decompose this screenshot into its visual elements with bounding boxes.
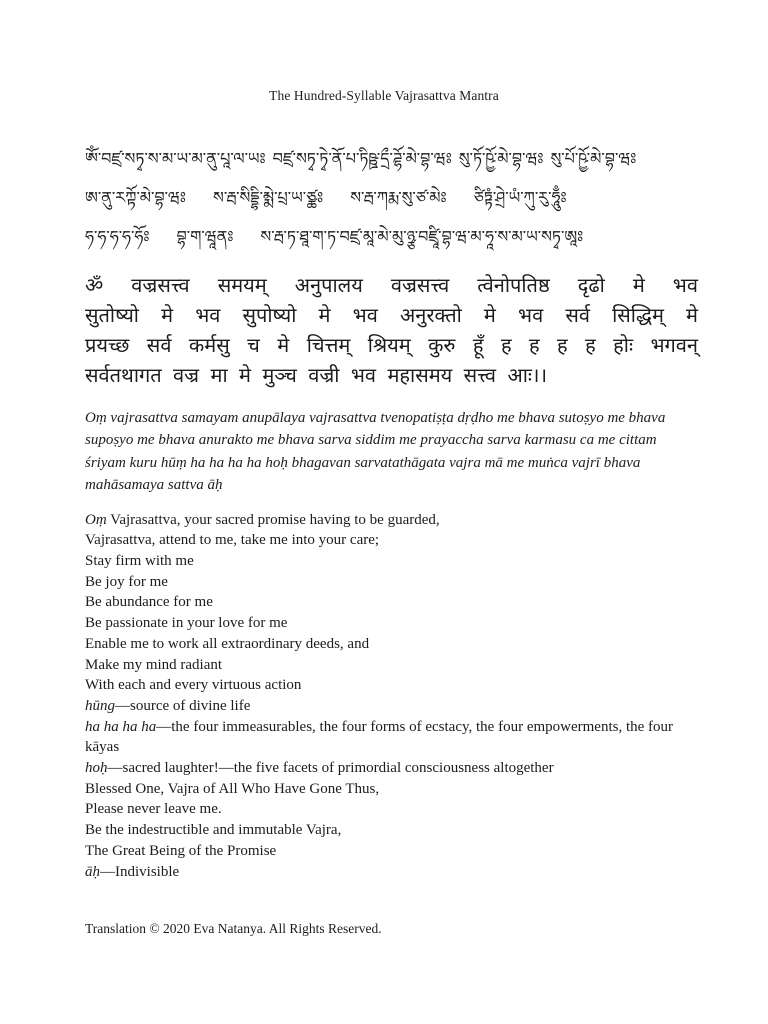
translation-segment: The Great Being of the Promise — [85, 842, 277, 859]
devanagari-mantra-block — [85, 271, 698, 391]
transliteration-block — [85, 407, 698, 497]
translation-segment: Make my mind radiant — [85, 656, 223, 673]
transliteration-line: mahāsamaya sattva āḥ — [85, 477, 223, 494]
translation-segment: āḥ — [85, 863, 100, 880]
translation-segment: Vajrasattva, your sacred promise having to be guarded, — [106, 511, 440, 528]
transliteration-line: supoṣyo me bhava anurakto me bhava sarva siddim me prayaccha sarva karmasu ca me cittam — [85, 432, 657, 449]
tibetan-phrase: ཧ་ཧ་ཧ་ཧ་ཧོཿ — [85, 229, 150, 246]
tibetan-line — [85, 218, 698, 257]
translation-line — [85, 841, 698, 862]
tibetan-phrase: ས་རྦ་ཀརྨ་སུ་ཙ་མེཿ — [350, 190, 447, 207]
translation-segment: —the four immeasurables, the four forms of ecstacy, the four empowerments, the four — [156, 718, 674, 735]
translation-line — [85, 551, 698, 572]
translation-line — [85, 799, 698, 820]
translation-segment: With each and every virtuous action — [85, 677, 302, 694]
translation-segment: Be the indestructible and immutable Vajra, — [85, 822, 342, 839]
tibetan-phrase: ཨོཾ་བཛྲ་སཏྭ་ས་མ་ཡ་མ་ནུ་པཱ་ལ་ཡཿ — [85, 151, 266, 168]
translation-segment: —Indivisible — [100, 863, 180, 880]
tibetan-phrase: སུ་པོ་ཥྱོ་མེ་བྷ་ཝཿ — [550, 151, 637, 168]
page-title: The Hundred-Syllable Vajrasattva Mantra — [269, 88, 499, 103]
translation-segment: —sacred laughter!—the five facets of primordial consciousness altogether — [107, 760, 554, 777]
devanagari-line: सर्वतथागत वज्र मा मे मुञ्च वज्री भव महासमय सत्त्व आः।। — [85, 365, 548, 387]
tibetan-phrase: ཙིཏྟཾ་ཤྲེ་ཡཾ་ཀུ་རུ་ཧཱུྃཿ — [473, 190, 567, 207]
translation-block — [85, 510, 698, 883]
tibetan-line — [85, 140, 698, 179]
translation-line — [85, 779, 698, 800]
tibetan-phrase: ཨ་ནུ་རཀྟོ་མེ་བྷ་ཝཿ — [85, 190, 187, 207]
translation-segment: Oṃ — [85, 511, 107, 528]
transliteration-line: Oṃ vajrasattva samayam anupālaya vajrasattva tvenopatiṣṭa dṛḍho me bhava sutoṣyo me bhava — [85, 410, 666, 426]
devanagari-line: ॐ वज्रसत्त्व समयम् अनुपालय वज्रसत्त्व त्वेनोपतिष्ठ दृढो मे भव — [85, 275, 698, 297]
translation-line — [85, 758, 698, 779]
translation-line — [85, 510, 698, 531]
devanagari-line: प्रयच्छ सर्व कर्मसु च मे चित्तम् श्रियम् कुरु हूँ ह ह ह ह होः भगवन् — [85, 335, 698, 357]
transliteration-line: śriyam kuru hūṃ ha ha ha ha hoḥ bhagavan sarvatathāgata vajra mā me muṅca vajrī bhava — [85, 454, 641, 471]
translation-segment: Vajrasattva, attend to me, take me into your care; — [85, 532, 380, 549]
tibetan-phrase: སུ་ཏོ་ཥྱོ་མེ་བྷ་ཝཿ — [458, 151, 544, 168]
tibetan-phrase: བཛྲ་སཏྭ་ཏྭེ་ནོ་པ་ཏིཥྛ་དྲྀ་ཌྷོ་མེ་བྷ་ཝཿ — [272, 151, 452, 168]
translation-line — [85, 613, 698, 634]
translation-line — [85, 820, 698, 841]
translation-segment: —source of divine life — [115, 697, 251, 714]
tibetan-phrase: ས་རྦ་སིདྡྷི་མྨེ་པྲ་ཡ་ཙྪཿ — [213, 190, 324, 207]
devanagari-line: सुतोष्यो मे भव सुपोष्यो मे भव अनुरक्तो मे भव सर्व सिद्धिम् मे — [85, 305, 698, 327]
translation-segment: Be passionate in your love for me — [85, 615, 288, 632]
translation-line — [85, 592, 698, 613]
translation-line — [85, 717, 698, 738]
translation-line — [85, 696, 698, 717]
tibetan-phrase: ས་རྦ་ཏ་ཐཱ་ག་ཏ་བཛྲ་མཱ་མེ་མུ་ཉྩ་བཛྲཱི་བྷ་ཝ་མ་ཧཱ་ས་མ་ཡ་སཏྭ་ཨཱཿ — [260, 229, 584, 246]
translation-segment: kāyas — [85, 739, 120, 756]
tibetan-phrase: བྷ་ག་ཝཱནཿ — [176, 229, 234, 246]
translation-line — [85, 572, 698, 593]
translation-line — [85, 634, 698, 655]
tibetan-mantra-block — [85, 140, 698, 257]
translation-segment: Please never leave me. — [85, 801, 222, 818]
copyright-footer: Translation © 2020 Eva Natanya. All Rights Reserved. — [85, 921, 382, 937]
translation-line — [85, 655, 698, 676]
translation-line — [85, 675, 698, 696]
translation-segment: Be abundance for me — [85, 594, 213, 611]
translation-line — [85, 862, 698, 883]
translation-line — [85, 530, 698, 551]
translation-segment: hūng — [85, 697, 115, 714]
translation-segment: hoḥ — [85, 760, 108, 777]
translation-segment: Stay firm with me — [85, 553, 194, 570]
translation-segment: Be joy for me — [85, 573, 168, 590]
translation-segment: ha ha ha ha — [85, 718, 157, 735]
page-content — [0, 140, 768, 937]
translation-segment: Enable me to work all extraordinary deeds, and — [85, 635, 370, 652]
translation-segment: Blessed One, Vajra of All Who Have Gone Thus, — [85, 780, 380, 797]
tibetan-line — [85, 179, 698, 218]
translation-line — [85, 737, 698, 758]
